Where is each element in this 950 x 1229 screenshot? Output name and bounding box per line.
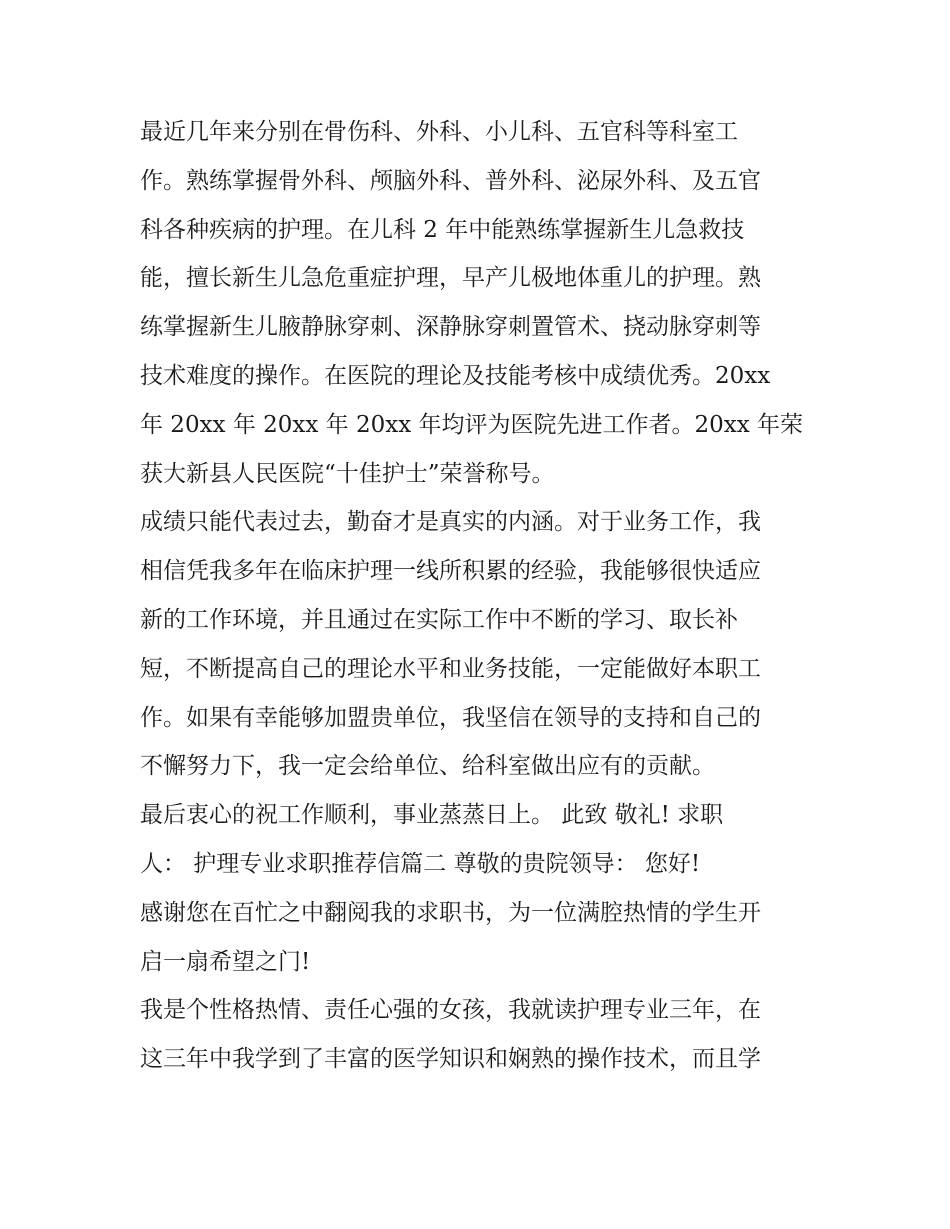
text-line: 作。熟练掌握骨外科、颅脑外科、普外科、泌尿外科、及五官 xyxy=(140,167,761,194)
text-line: 新的工作环境，并且通过在实际工作中不断的学习、取长补 xyxy=(140,606,738,633)
text-line: 感谢您在百忙之中翻阅我的求职书，为一位满腔热情的学生开 xyxy=(140,899,761,926)
text-line: 人： 护理专业求职推荐信篇二 尊敬的贵院领导： 您好! xyxy=(140,850,701,877)
text-line: 作。如果有幸能够加盟贵单位，我坚信在领导的支持和自己的 xyxy=(140,704,761,731)
text-line: 技术难度的操作。在医院的理论及技能考核中成绩优秀。20xx xyxy=(140,362,771,389)
text-line: 相信凭我多年在临床护理一线所积累的经验，我能够很快适应 xyxy=(140,558,761,585)
text-line: 科各种疾病的护理。在儿科 2 年中能熟练掌握新生儿急救技 xyxy=(140,216,745,243)
text-line: 不懈努力下，我一定会给单位、给科室做出应有的贡献。 xyxy=(140,753,715,780)
text-line: 这三年中我学到了丰富的医学知识和娴熟的操作技术，而且学 xyxy=(140,1046,761,1073)
text-line: 最后衷心的祝工作顺利，事业蒸蒸日上。 此致 敬礼! 求职 xyxy=(140,802,724,829)
document-body xyxy=(140,108,820,1084)
text-line: 成绩只能代表过去，勤奋才是真实的内涵。对于业务工作，我 xyxy=(140,509,761,536)
text-line: 年 20xx 年 20xx 年 20xx 年均评为医院先进工作者。20xx 年荣 xyxy=(140,411,804,438)
text-line: 我是个性格热情、责任心强的女孩，我就读护理专业三年，在 xyxy=(140,997,761,1024)
text-line: 获大新县人民医院“十佳护士”荣誉称号。 xyxy=(140,460,555,487)
text-line: 短，不断提高自己的理论水平和业务技能，一定能做好本职工 xyxy=(140,655,761,682)
text-line: 能，擅长新生儿急危重症护理，早产儿极地体重儿的护理。熟 xyxy=(140,265,761,292)
text-line: 启一扇希望之门! xyxy=(140,948,311,975)
text-line: 练掌握新生儿腋静脉穿刺、深静脉穿刺置管术、挠动脉穿刺等 xyxy=(140,314,761,341)
text-line: 最近几年来分别在骨伤科、外科、小儿科、五官科等科室工 xyxy=(140,119,738,145)
